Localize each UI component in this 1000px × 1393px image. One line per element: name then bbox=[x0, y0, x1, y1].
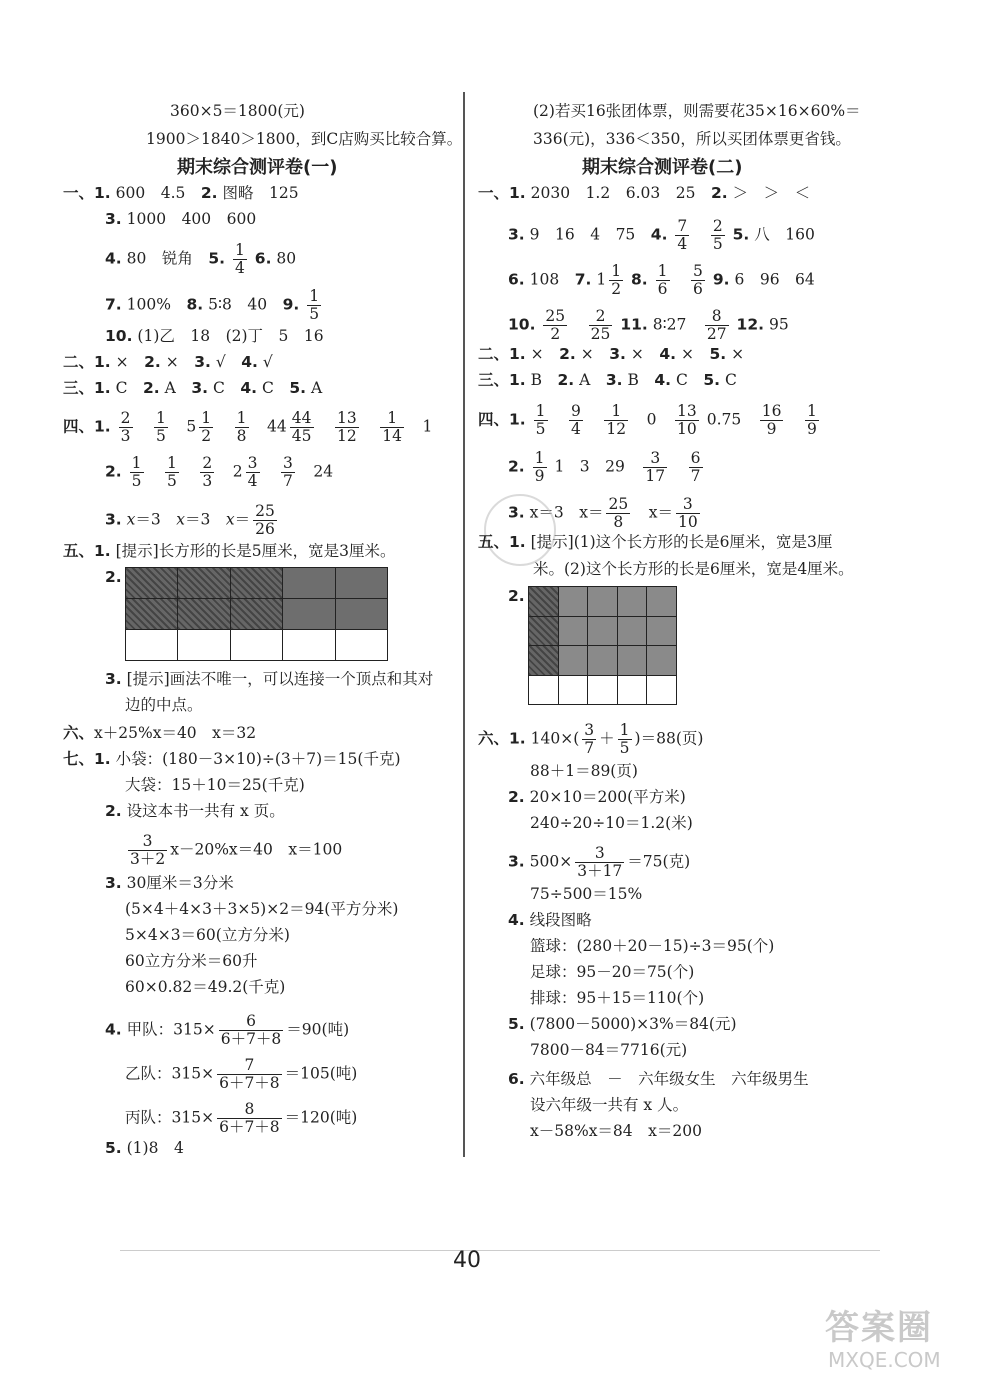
left-q1-line: 一、1. 600 4.5 2. 图略 125 bbox=[63, 184, 299, 202]
left-part7-q5: 5. (1)8 4 bbox=[105, 1139, 184, 1157]
left-part7-q3e: 60×0.82＝49.2(千克) bbox=[125, 978, 286, 996]
right-part4-q3: 3. x＝3 x＝ $\frac{25}{8}$ x＝ $\frac{3}{10}$ bbox=[508, 495, 698, 531]
left-part6: 六、x＋25%x＝40 x＝32 bbox=[63, 724, 257, 742]
left-part7-q1a: 七、1. 小袋：(180－3×10)÷(3＋7)＝15(千克) bbox=[63, 750, 401, 768]
left-part7-q4c: 丙队：315× $\frac{8}{6+7+8}$ ＝120(吨) bbox=[125, 1100, 358, 1136]
right-top-line-2: 336(元)，336＜350，所以买团体票更省钱。 bbox=[533, 130, 851, 148]
left-top-line-1: 360×5＝1800(元) bbox=[170, 102, 305, 120]
left-part2-line: 二、1. × 2. × 3. √ 4. √ bbox=[63, 353, 273, 371]
right-part3-line: 三、1. B 2. A 3. B 4. C 5. C bbox=[478, 371, 737, 389]
right-part5-q1b: 米。(2)这个长方形的长是6厘米，宽是4厘米。 bbox=[533, 560, 854, 578]
left-part7-q3b: (5×4＋4×3＋3×5)×2＝94(平方分米) bbox=[125, 900, 399, 918]
right-q3-line: 3. 9 16 4 75 4. $\frac{7}{4}$ $\frac{2}{5}$ 5. 八 160 bbox=[508, 217, 815, 253]
right-part6-q6c: x－58%x＝84 x＝200 bbox=[530, 1122, 702, 1140]
left-section-title: 期末综合测评卷(一) bbox=[177, 157, 338, 178]
left-part5-q3a: 3. [提示]画法不唯一，可以连接一个顶点和其对 bbox=[105, 670, 434, 688]
watermark-url: MXQE.COM bbox=[828, 1348, 941, 1372]
right-part2-line: 二、1. × 2. × 3. × 4. × 5. × bbox=[478, 345, 745, 363]
left-part7-q4a: 4. 甲队：315× $\frac{6}{6+7+8}$ ＝90(吨) bbox=[105, 1012, 350, 1048]
right-part5-q2-label: 2. bbox=[508, 587, 525, 605]
right-part6-q4b: 篮球：(280＋20－15)÷3＝95(个) bbox=[530, 937, 775, 955]
right-part6-q2a: 2. 20×10＝200(平方米) bbox=[508, 788, 686, 806]
left-part7-q4b: 乙队：315× $\frac{7}{6+7+8}$ ＝105(吨) bbox=[125, 1056, 358, 1092]
left-q4-line: 4. 80 锐角 5. $\frac{1}{4}$ 6. 80 bbox=[105, 241, 297, 277]
left-part7-q3c: 5×4×3＝60(立方分米) bbox=[125, 926, 290, 944]
left-part7-q2a: 2. 设这本书一共有 x 页。 bbox=[105, 802, 285, 820]
right-section-title: 期末综合测评卷(二) bbox=[582, 157, 743, 178]
left-part4-q1: 四、1. $\frac{2}{3}$ $\frac{1}{5}$ 5 $\frac{1}{2}$ $\frac{1}{8}$ 44 $\frac{44}{45}$ $\frac{13}{12}$ $\frac{1}{14}$ 1 bbox=[63, 409, 433, 445]
left-part7-q3a: 3. 30厘米＝3分米 bbox=[105, 874, 234, 892]
right-part6-q6b: 设六年级一共有 x 人。 bbox=[530, 1096, 689, 1114]
right-part6-q4a: 4. 线段图略 bbox=[508, 911, 592, 929]
left-part7-q2b: $\frac{3}{3+2}$ x－20%x＝40 x＝100 bbox=[130, 832, 343, 868]
left-part5-q2-label: 2. bbox=[105, 568, 122, 586]
right-part6-q1a: 六、1. 140×( $\frac{3}{7}$ ＋ $\frac{1}{5}$ )＝88(页) bbox=[478, 721, 704, 757]
right-part6-q5b: 7800－84＝7716(元) bbox=[530, 1041, 688, 1059]
right-part6-q3a: 3. 500× $\frac{3}{3+17}$ ＝75(克) bbox=[508, 844, 691, 880]
right-part6-q3c: 75÷500＝15% bbox=[530, 885, 643, 903]
right-part6-q4d: 排球：95＋15＝110(个) bbox=[530, 989, 705, 1007]
left-part5-q1: 五、1. [提示]长方形的长是5厘米，宽是3厘米。 bbox=[63, 542, 396, 560]
left-part5-q3b: 边的中点。 bbox=[125, 696, 203, 714]
column-divider bbox=[463, 92, 465, 1157]
stamp-mark bbox=[484, 494, 556, 566]
left-q7-line: 7. 100% 8. 5∶8 40 9. $\frac{1}{5}$ bbox=[105, 287, 320, 323]
left-part3-line: 三、1. C 2. A 3. C 4. C 5. A bbox=[63, 379, 323, 397]
right-part6-q5a: 5. (7800－5000)×3%＝84(元) bbox=[508, 1015, 737, 1033]
left-q10-line: 10. (1)乙 18 (2)丁 5 16 bbox=[105, 327, 324, 345]
page-number: 40 bbox=[453, 1248, 481, 1273]
left-rect-figure bbox=[125, 567, 388, 661]
left-q3-line: 3. 1000 400 600 bbox=[105, 210, 257, 228]
right-q6-line: 6. 108 7. 1 $\frac{1}{2}$ 8. $\frac{1}{6}$ $\frac{5}{6}$ 9. 6 96 64 bbox=[508, 262, 815, 298]
right-part6-q2b: 240÷20÷10＝1.2(米) bbox=[530, 814, 693, 832]
right-part5-q1a: 五、1. [提示](1)这个长方形的长是6厘米，宽是3厘 bbox=[478, 533, 833, 551]
right-part6-q4c: 足球：95－20＝75(个) bbox=[530, 963, 695, 981]
left-top-line-2: 1900＞1840＞1800，到C店购买比较合算。 bbox=[146, 130, 463, 148]
right-part4-q1: 四、1. $\frac{1}{5}$ $\frac{9}{4}$ $\frac{1}{12}$ 0 $\frac{13}{10}$ 0.75 $\frac{16}{9}$ $\frac{1}{9}$ bbox=[478, 402, 817, 438]
right-part6-q6a: 6. 六年级总 － 六年级女生 六年级男生 bbox=[508, 1070, 809, 1088]
right-rect-figure bbox=[528, 586, 677, 705]
right-q1-line: 一、1. 2030 1.2 6.03 25 2. ＞ ＞ ＜ bbox=[478, 184, 811, 202]
right-q10-line: 10. $\frac{25}{2}$ $\frac{2}{25}$ 11. 8∶27 $\frac{8}{27}$ 12. 95 bbox=[508, 307, 789, 343]
left-part4-q3: 3. x＝3 x＝3 x＝ $\frac{25}{26}$ bbox=[105, 502, 275, 538]
watermark-logo: 答案圈 bbox=[825, 1308, 933, 1348]
footer-rule bbox=[120, 1250, 880, 1251]
right-top-line-1: (2)若买16张团体票，则需要花35×16×60%＝ bbox=[533, 102, 861, 120]
left-part4-q2: 2. $\frac{1}{5}$ $\frac{1}{5}$ $\frac{2}{3}$ 2 $\frac{3}{4}$ $\frac{3}{7}$ 24 bbox=[105, 454, 334, 490]
right-part4-q2: 2. $\frac{1}{9}$ 1 3 29 $\frac{3}{17}$ $\frac{6}{7}$ bbox=[508, 449, 701, 485]
left-part7-q3d: 60立方分米＝60升 bbox=[125, 952, 258, 970]
left-part7-q1b: 大袋：15＋10＝25(千克) bbox=[125, 776, 305, 794]
right-part6-q1c: 88＋1＝89(页) bbox=[530, 762, 638, 780]
